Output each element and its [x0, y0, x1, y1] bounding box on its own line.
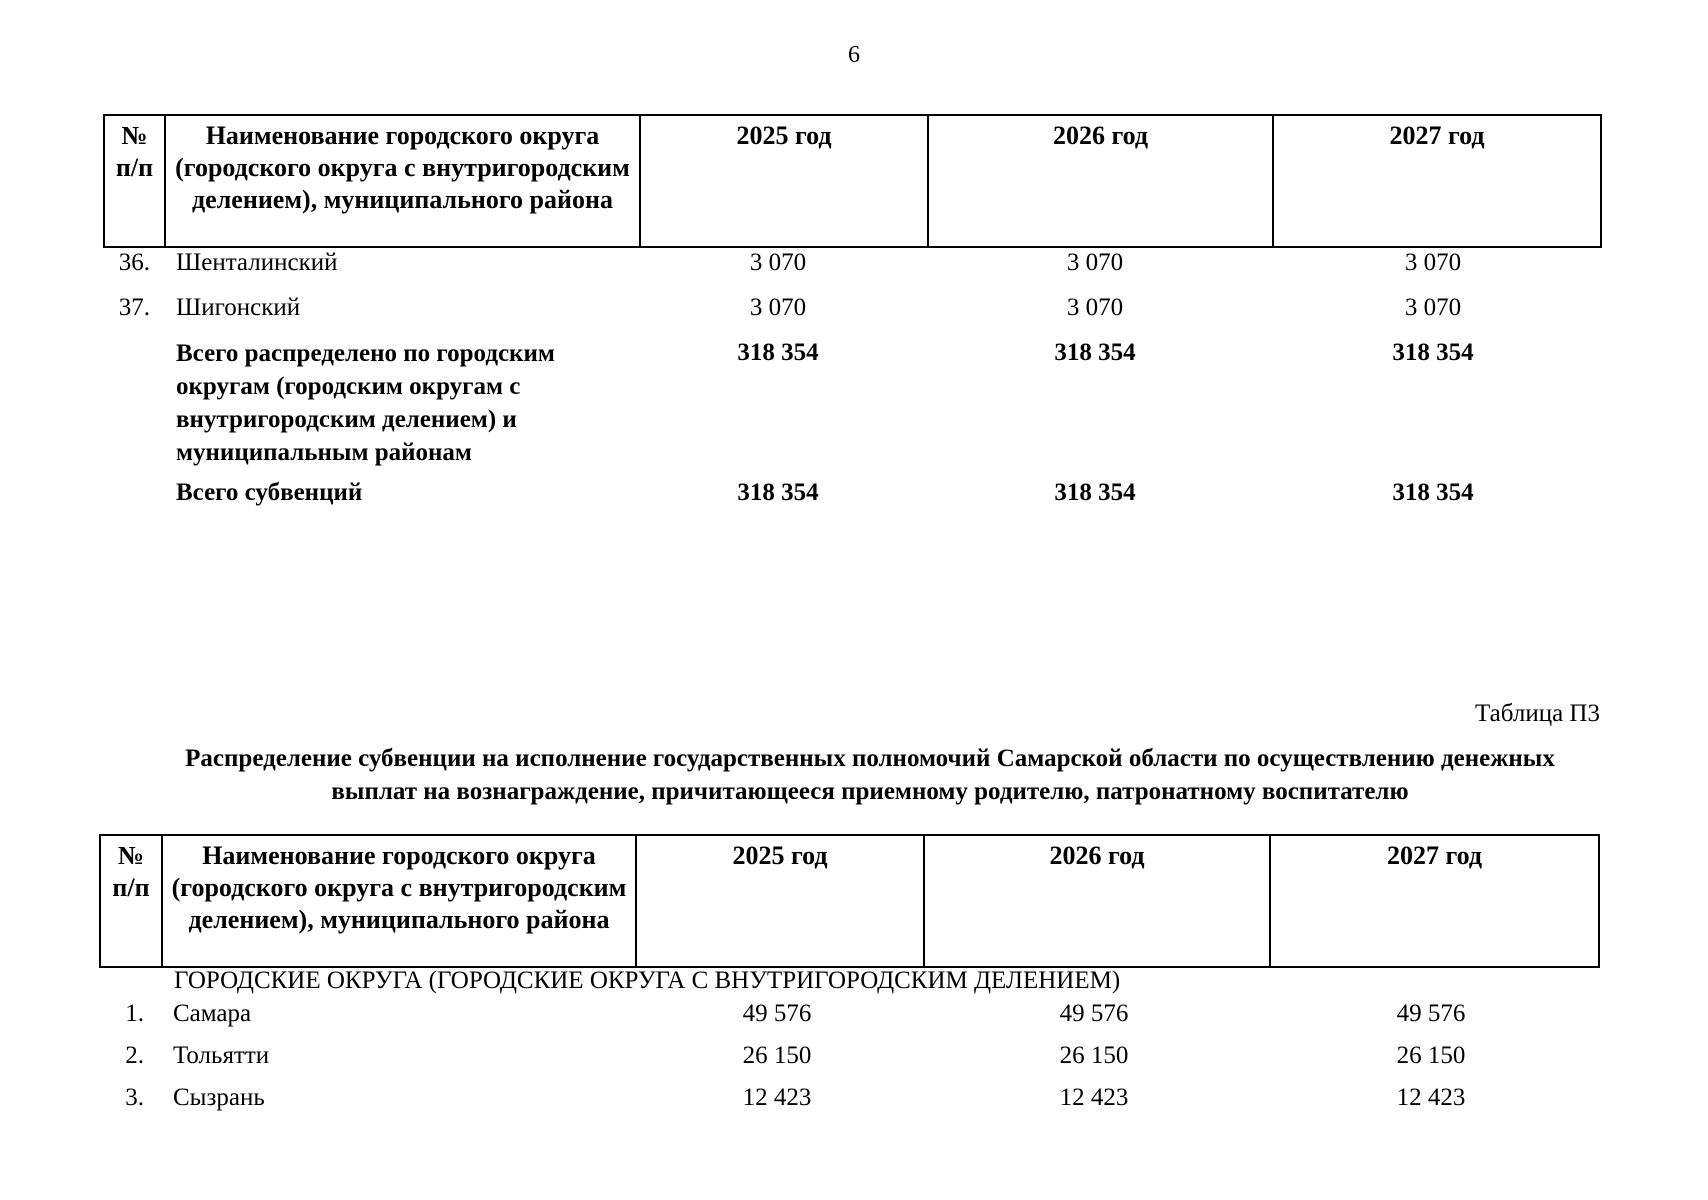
col-name-header: Наименование городского округа (городского округа с внутригородским делением), муниципального района: [165, 115, 640, 247]
value-2026: 26 150: [1059, 1042, 1129, 1069]
value-2025: 26 150: [742, 1042, 812, 1069]
value-2025: 3 070: [749, 294, 807, 321]
row-name: Самара: [173, 1000, 252, 1027]
value-2025: 3 070: [749, 249, 807, 276]
col-name-header: Наименование городского округа (городского округа с внутригородским делением), муниципального района: [162, 835, 636, 967]
value-2026: 318 354: [1054, 339, 1136, 366]
value-2027: 49 576: [1396, 1000, 1466, 1027]
value-2026: 318 354: [1054, 479, 1136, 506]
row-number: 1.: [125, 1000, 144, 1027]
col-2025-header: 2025 год: [636, 835, 924, 967]
section-heading: ГОРОДСКИЕ ОКРУГА (ГОРОДСКИЕ ОКРУГА С ВНУТРИГОРОДСКИМ ДЕЛЕНИЕМ): [174, 967, 1121, 994]
total-subventions-label: Всего субвенций: [176, 479, 363, 506]
table1-header: [103, 114, 1602, 248]
row-name: Тольятти: [173, 1042, 270, 1069]
value-2025: 318 354: [737, 479, 819, 506]
value-2027: 26 150: [1396, 1042, 1466, 1069]
col-2026-header: 2026 год: [924, 835, 1270, 967]
value-2027: 318 354: [1392, 339, 1474, 366]
page-number: 6: [848, 42, 860, 68]
value-2025: 49 576: [742, 1000, 812, 1027]
value-2027: 3 070: [1404, 249, 1462, 276]
col-2027-header: 2027 год: [1270, 835, 1599, 967]
row-number: 2.: [125, 1042, 144, 1069]
value-2027: 3 070: [1404, 294, 1462, 321]
value-2027: 318 354: [1392, 479, 1474, 506]
col-2026-header: 2026 год: [928, 115, 1273, 247]
row-name: Шигонский: [176, 294, 301, 321]
total-distributed-label: Всего распределено по городским округам (городским округам с внутригородским делением) и муниципальным районам: [176, 340, 555, 466]
table-label: Таблица П3: [1475, 700, 1600, 727]
table-title: Распределение субвенции на исполнение государственных полномочий Самарской области по осуществлению денежных выплат на вознаграждение, причитающееся приемному родителю, патронатному воспитателю: [185, 745, 1555, 805]
value-2026: 3 070: [1066, 249, 1124, 276]
value-2025: 12 423: [742, 1084, 812, 1111]
value-2027: 12 423: [1396, 1084, 1466, 1111]
col-2027-header: 2027 год: [1273, 115, 1601, 247]
value-2026: 3 070: [1066, 294, 1124, 321]
row-number: 36.: [118, 249, 150, 276]
value-2025: 318 354: [737, 339, 819, 366]
row-name: Сызрань: [173, 1084, 265, 1111]
table2-header: [99, 834, 1600, 968]
col-no-header: № п/п: [104, 115, 165, 247]
row-name: Шенталинский: [176, 249, 338, 276]
col-2025-header: 2025 год: [640, 115, 928, 247]
value-2026: 12 423: [1059, 1084, 1129, 1111]
col-no-header: № п/п: [100, 835, 162, 967]
row-number: 3.: [125, 1084, 144, 1111]
row-number: 37.: [118, 294, 150, 321]
value-2026: 49 576: [1059, 1000, 1129, 1027]
